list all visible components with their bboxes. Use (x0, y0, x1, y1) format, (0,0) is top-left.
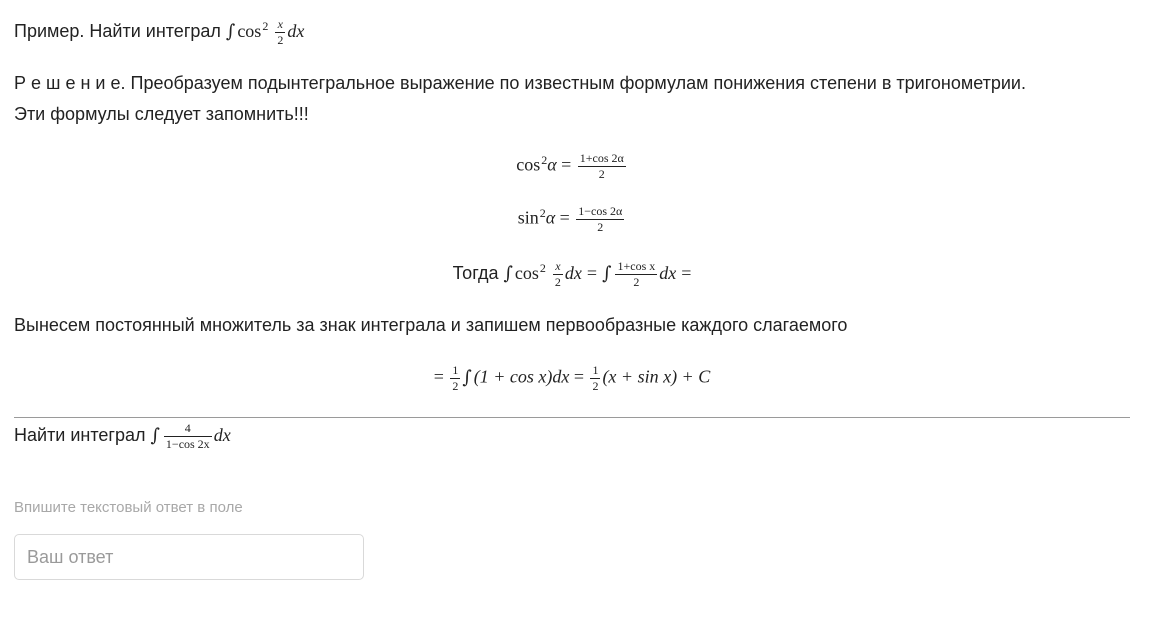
equals-2: = (573, 366, 584, 387)
differential: dx (564, 263, 582, 283)
fraction-denominator: 2 (554, 274, 561, 289)
integral-sign: ∫ (225, 21, 236, 42)
then-word: Тогда (452, 263, 499, 283)
differential: dx (287, 21, 305, 41)
solution-line-2: Эти формулы следует запомнить!!! (14, 104, 309, 124)
integral-sign: ∫ (503, 263, 513, 284)
fraction (553, 260, 563, 289)
example-line (14, 16, 304, 49)
half-fraction-2 (590, 364, 600, 393)
note-text: Вынесем постоянный множитель за знак интеграла и запишем первообразные каждого слагаемого (14, 315, 848, 335)
differential: dx (213, 425, 231, 445)
cos-func: cos (514, 263, 539, 283)
answer-hint: Впишите текстовый ответ в поле (14, 499, 243, 516)
formula-sin-squared (14, 205, 1130, 234)
power: 2 (262, 19, 269, 33)
task-label: Найти интеграл (14, 425, 146, 445)
example-label: Пример. Найти интеграл (14, 21, 221, 41)
fraction-numerator: x (275, 18, 285, 33)
power: 2 (539, 261, 546, 275)
fraction-numerator: x (553, 260, 563, 275)
integral-sign-2: ∫ (602, 263, 612, 284)
integrand-expression: (1 + cos x)dx (473, 366, 570, 387)
equals: = (586, 263, 598, 283)
answer-input[interactable] (14, 534, 364, 580)
result-line (14, 364, 1130, 393)
fraction-denominator: 2 (633, 274, 640, 289)
solution-spaced-word: Р е ш е н и е. (14, 73, 126, 93)
section-divider (14, 417, 1130, 418)
fraction-2 (615, 260, 657, 289)
formula-func: sin (517, 207, 539, 228)
cos-func: cos (237, 21, 262, 41)
task-line (14, 420, 231, 451)
integral-sign: ∫ (150, 425, 160, 446)
formula-fraction (578, 152, 626, 181)
fraction (275, 18, 285, 47)
formula-numerator: 1−cos 2α (578, 204, 623, 218)
equals-2: = (681, 263, 692, 283)
formula-func: cos (516, 154, 541, 175)
formula-power: 2 (539, 205, 546, 220)
fraction-denominator: 1−cos 2x (165, 436, 210, 451)
formula-var: α (547, 154, 557, 175)
fraction-numerator: 1 (452, 363, 459, 377)
formula-var: α (545, 207, 556, 228)
fraction-numerator: 1+cos x (617, 258, 656, 273)
equals: = (433, 366, 444, 387)
then-line (14, 258, 1130, 291)
formula-power: 2 (541, 152, 548, 167)
differential-2: dx (659, 263, 677, 283)
task-fraction (164, 422, 212, 451)
formula-numerator: 1+cos 2α (579, 151, 624, 165)
antiderivative-expression: (x + sin x) + C (602, 366, 711, 387)
formula-denominator: 2 (598, 167, 605, 181)
formula-denominator: 2 (597, 220, 604, 234)
solution-line-1: Преобразуем подынтегральное выражение по известным формулам понижения степени в тригонометрии. (130, 73, 1026, 93)
fraction-denominator: 2 (452, 379, 459, 393)
half-fraction (450, 364, 460, 393)
fraction-denominator: 2 (592, 379, 599, 393)
formula-equals: = (559, 207, 570, 228)
solution-paragraph (14, 68, 1026, 130)
fraction-denominator: 2 (277, 32, 284, 47)
formula-cos-squared (14, 152, 1130, 181)
formula-fraction (576, 205, 624, 234)
fraction-numerator: 1 (592, 363, 599, 377)
formula-equals: = (561, 154, 572, 175)
fraction-numerator: 4 (164, 422, 212, 437)
integral-sign: ∫ (462, 366, 472, 388)
